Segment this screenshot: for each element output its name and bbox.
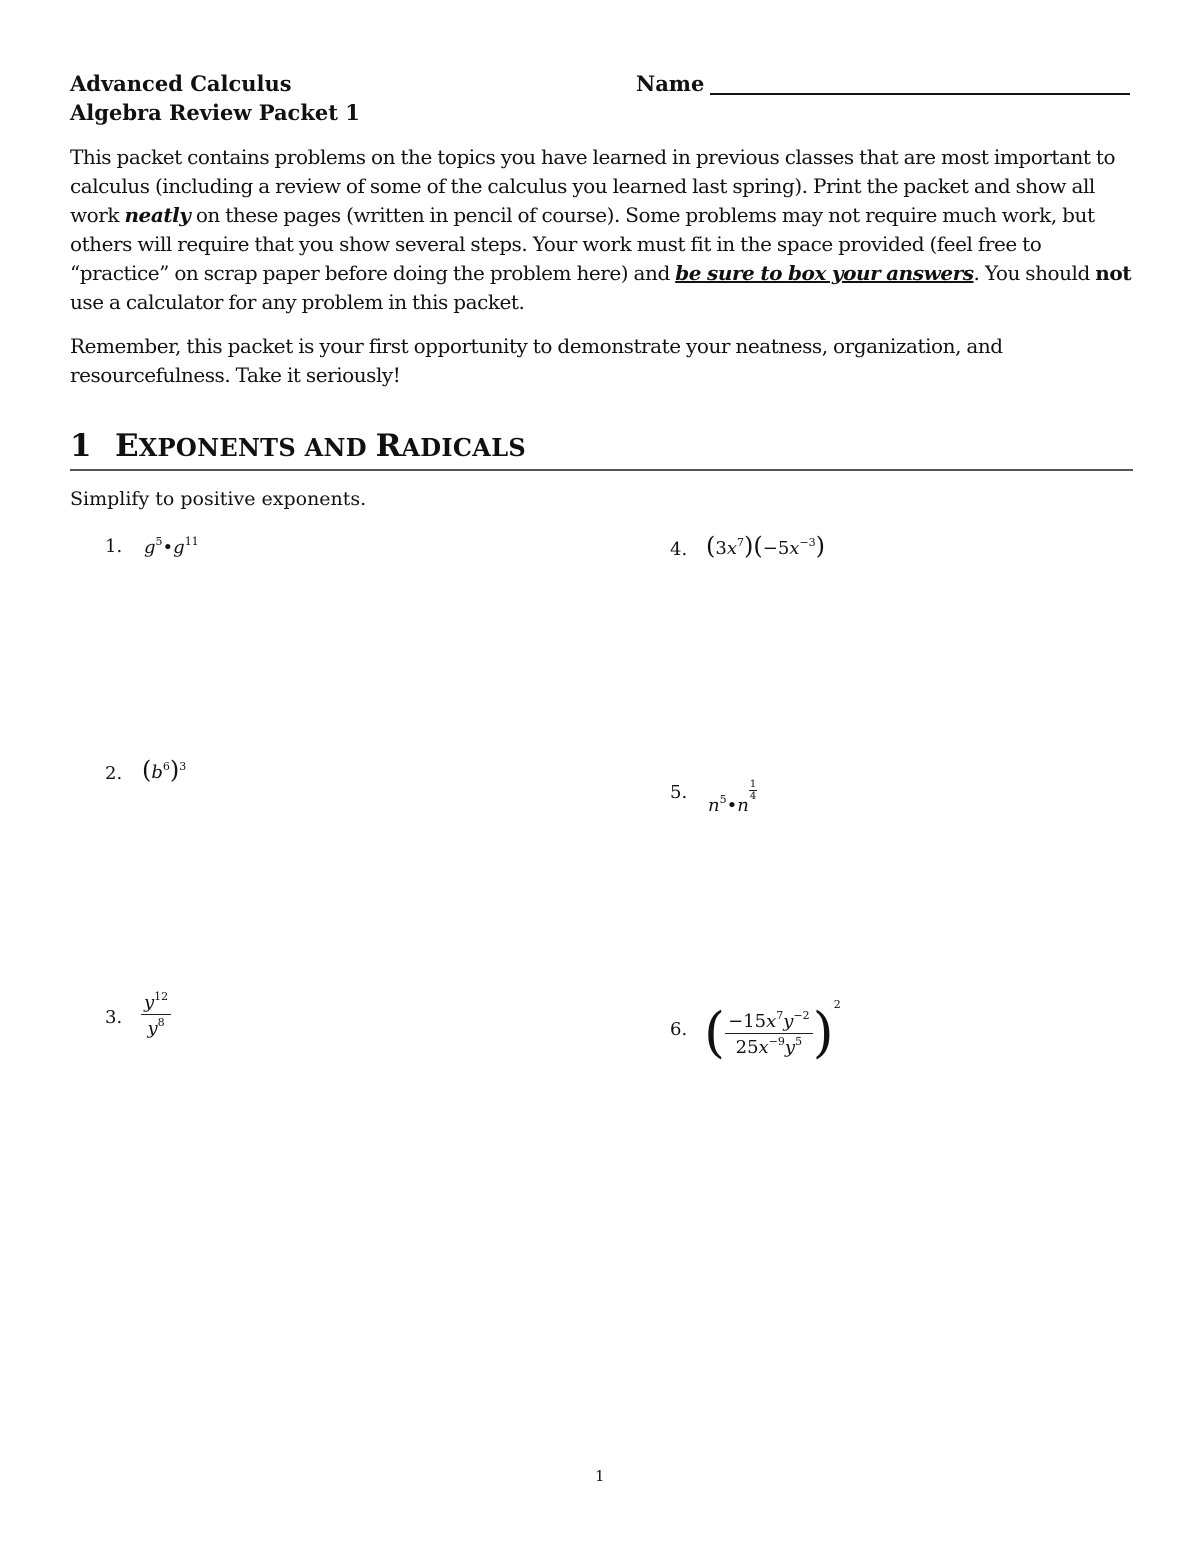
problem-6-expression: ( $\frac{-15x^7y^{-2}}{25x^{-9}y^5}$ )$^2$ [704,998,841,1064]
course-title: Advanced Calculus [70,71,292,96]
problem-4-expression: $(3x^7)(-5x^{-3})$ [706,532,826,560]
section-title-part: ADICALS [401,433,527,462]
intro-text: . You should [973,261,1096,285]
section-title-part: R [375,428,402,464]
intro-text: This packet contains problems on the topics you have learned in previous classes that are most important to calculus (including a review of some of the calculus you learned last spring). Print the packet and show all work [70,145,1116,227]
emphasis-not: not [1095,261,1132,285]
intro-text: use a calculator for any problem in this packet. [70,290,525,314]
problem-4-number: 4. [670,539,688,560]
problem-6-number: 6. [670,1019,688,1040]
name-label: Name [636,71,705,96]
problem-2-number: 2. [105,763,123,784]
reminder-paragraph: Remember, this packet is your first opportunity to demonstrate your neatness, organization, and resourcefulness. Take it seriously! [70,334,1003,387]
section-heading [70,424,526,470]
emphasis-box-answers: be sure to box your answers [675,261,974,285]
section-divider [70,469,1133,471]
page-number: 1 [595,1467,605,1485]
problem-1-number: 1. [105,536,123,557]
section-number: 1 [70,428,92,464]
packet-title: Algebra Review Packet 1 [70,100,360,125]
emphasis-neatly: neatly [124,203,191,227]
problem-5-expression: $n^5•n$ $\frac{1}{4}$ [708,779,757,816]
intro-text: on these pages (written in pencil of course). Some problems may not require much work, but others will require that you show several steps. Your work must fit in the space provided (feel free to “practice” on scrap paper before doing the problem here) and [70,203,1095,285]
problem-1-expression: $g^5•g^{11}$ [144,535,199,558]
section-title-part: E [115,428,139,464]
section-title-part: XPONENTS AND [138,433,376,462]
name-blank-line[interactable] [710,93,1130,95]
problem-5-number: 5. [670,782,688,803]
section-instruction: Simplify to positive exponents. [70,488,367,510]
problem-3-number: 3. [105,1007,123,1028]
problem-3-expression: $\frac{y^{12}}{y^8}$ [141,990,171,1039]
intro-paragraph [70,143,1140,317]
problem-2-expression: $(b^6)^3$ [142,756,187,784]
